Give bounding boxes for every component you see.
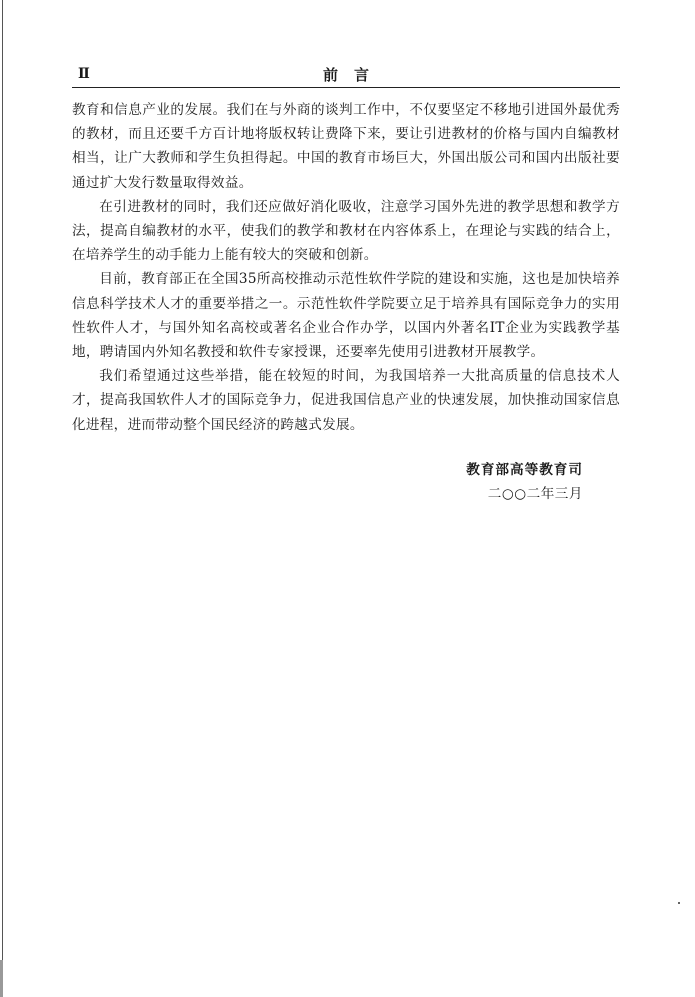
paragraph: 目前，教育部正在全国35所高校推动示范性软件学院的建设和实施，这也是加快培养信息科学技术人才的重要举措之一。示范性软件学院要立足于培养具有国际竞争力的实用性软件人才，与国外知名高校或著名企业合作办学，以国内外著名IT企业为实践教学基地，聘请国内外知名教授和软件专家授课，还要率先使用引进教材开展教学。 (72, 271, 620, 361)
running-header (72, 64, 620, 88)
page-number: Ⅱ (78, 66, 89, 82)
signature-organization: 教育部高等教育司 (466, 462, 583, 478)
scan-speck (678, 902, 680, 904)
paragraph: 我们希望通过这些举措，能在较短的时间，为我国培养一大批高质量的信息技术人才，提高我国软件人才的国际竞争力，促进我国信息产业的快速发展，加快推动国家信息化进程，进而带动整个国民经济的跨越式发展。 (72, 368, 620, 433)
header-title: 前言 (322, 66, 385, 84)
header-rule (72, 87, 620, 88)
page-edge (2, 0, 3, 997)
paragraph-continuation: 教育和信息产业的发展。我们在与外商的谈判工作中，不仅要坚定不移地引进国外最优秀的教材，而且还要千方百计地将版权转让费降下来，要让引进教材的价格与国内自编教材相当，让广大教师和学生负担得起。中国的教育市场巨大，外国出版公司和国内出版社要通过扩大发行数量取得效益。 (72, 102, 620, 191)
body-text (72, 98, 620, 437)
signature-date: 二○○二年三月 (487, 486, 583, 502)
signature-block (466, 458, 583, 506)
page-edge-mark (0, 960, 3, 997)
paragraph: 在引进教材的同时，我们还应做好消化吸收，注意学习国外先进的教学思想和教学方法，提高自编教材的水平，使我们的教学和教材在内容体系上，在理论与实践的结合上，在培养学生的动手能力上能有较大的突破和创新。 (72, 198, 620, 264)
